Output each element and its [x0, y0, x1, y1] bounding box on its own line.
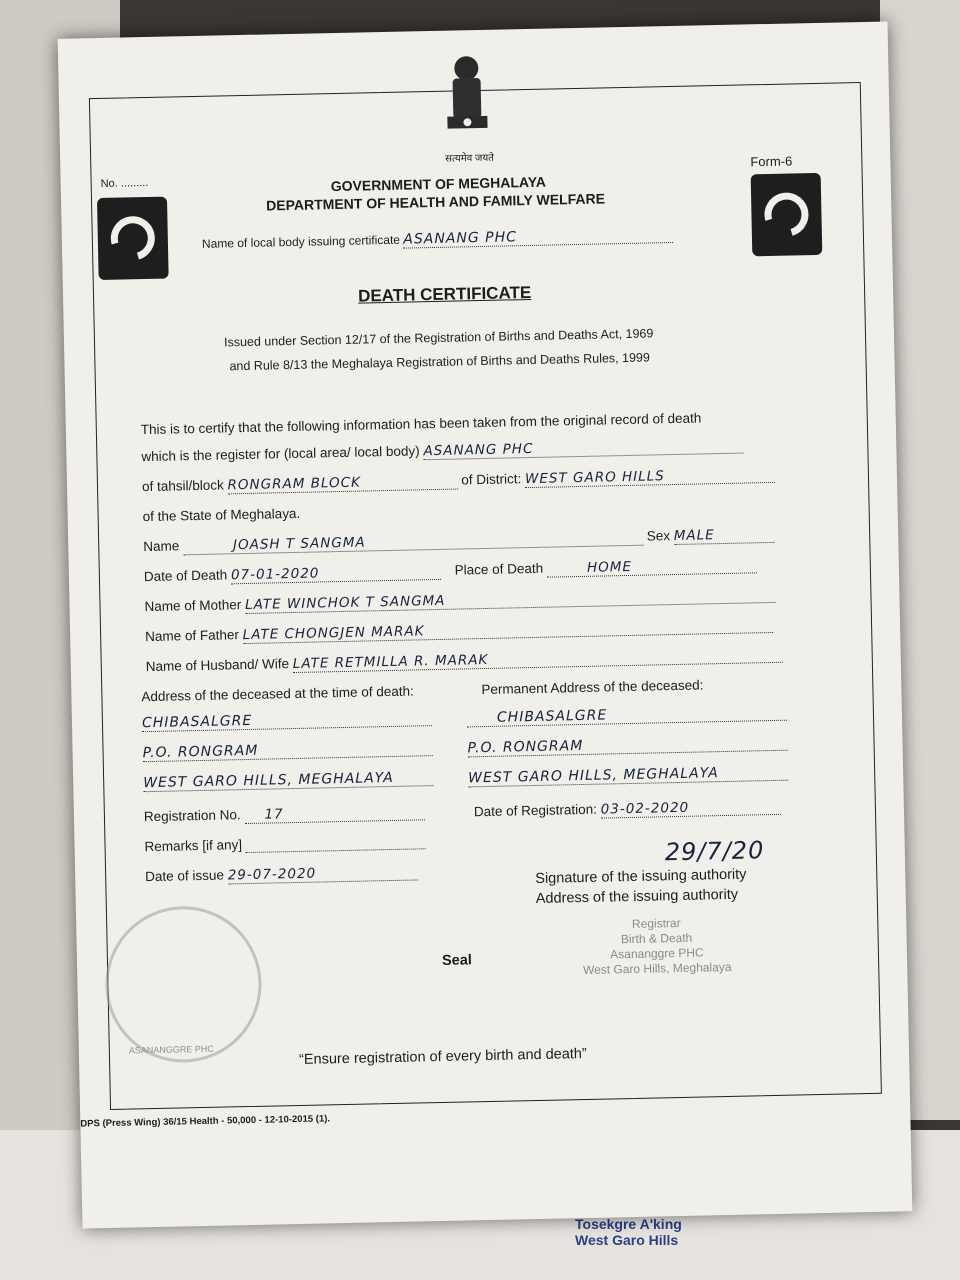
district-label: of District: — [461, 471, 522, 488]
father-label: Name of Father — [145, 627, 240, 645]
name-value: JOASH T SANGMA — [183, 529, 643, 556]
tahsil-value: RONGRAM BLOCK — [227, 473, 457, 495]
remarks-label: Remarks [if any] — [144, 837, 243, 855]
health-logo-right-icon — [751, 173, 823, 256]
permanent-address-line1: CHIBASALGRE — [467, 704, 787, 728]
permanent-address-line3: WEST GARO HILLS, MEGHALAYA — [468, 764, 788, 788]
form-label: Form-6 — [750, 153, 793, 170]
registrar-stamp-line1: Registrar — [631, 915, 681, 931]
local-body-value: ASANANG PHC — [403, 226, 673, 249]
registrar-stamp-line3: Asananggre PHC — [610, 945, 704, 962]
sex-label: Sex — [646, 528, 671, 544]
tahsil-label: of tahsil/block — [141, 477, 224, 495]
registrar-stamp — [556, 914, 757, 978]
date-of-death-value: 07-01-2020 — [231, 563, 441, 584]
government-heading: GOVERNMENT OF MEGHALAYA — [330, 173, 547, 195]
slogan: “Ensure registration of every birth and death” — [298, 1045, 587, 1068]
state-line: of the State of Meghalaya. — [142, 505, 301, 525]
health-logo-left-icon — [97, 197, 169, 280]
registration-date-value: 03-02-2020 — [601, 798, 781, 819]
sex-value: MALE — [674, 526, 774, 545]
name-label: Name — [143, 538, 180, 555]
signature-label: Signature of the issuing authority — [535, 866, 747, 887]
department-heading: DEPARTMENT OF HEALTH AND FAMILY WELFARE — [265, 190, 606, 214]
registrar-stamp-line4: West Garo Hills, Meghalaya — [582, 959, 732, 978]
father-value: LATE CHONGJEN MARAK — [243, 616, 773, 644]
death-certificate-document — [58, 21, 913, 1228]
certify-line2-label: which is the register for (local area/ local body) — [141, 443, 420, 465]
local-body-label-text: Name of local body issuing certificate — [201, 232, 401, 251]
seal-stamp-text: ASANANGGRE PHC — [128, 1043, 214, 1056]
local-area-value: ASANANG PHC — [423, 437, 743, 461]
issued-under-line1: Issued under Section 12/17 of the Registration of Births and Deaths Act, 1969 — [223, 326, 654, 350]
place-of-death-value: HOME — [547, 556, 757, 577]
no-label: No. ......... — [100, 176, 149, 190]
certify-line1: This is to certify that the following information has been taken from the original record of death — [140, 410, 702, 438]
emblem-motto: सत्यमेव जयते — [445, 152, 495, 165]
spouse-label: Name of Husband/ Wife — [145, 656, 290, 675]
signature-scribble: 29/7/20 — [664, 836, 765, 867]
bottom-stamp-line1: Tosekgre A'king — [575, 1216, 682, 1232]
district-value: WEST GARO HILLS — [525, 466, 775, 488]
national-emblem-icon — [436, 50, 498, 151]
seal-label: Seal — [441, 952, 473, 969]
registration-date-label: Date of Registration: — [473, 801, 598, 820]
certificate-title: DEATH CERTIFICATE — [357, 282, 532, 306]
footer-print-info: DPS (Press Wing) 36/15 Health - 50,000 - 12-10-2015 (1). — [80, 1113, 331, 1130]
issued-under-line2: and Rule 8/13 the Meghalaya Registration of Births and Deaths Rules, 1999 — [229, 350, 650, 374]
issuing-address-label: Address of the issuing authority — [535, 886, 739, 907]
permanent-address-label: Permanent Address of the deceased: — [481, 677, 704, 698]
issue-date-value: 29-07-2020 — [228, 863, 418, 884]
current-address-line3: WEST GARO HILLS, MEGHALAYA — [143, 769, 433, 792]
current-address-line2: P.O. RONGRAM — [142, 739, 432, 762]
current-address-line1: CHIBASALGRE — [142, 709, 432, 732]
issue-date-label: Date of issue — [145, 867, 225, 885]
mother-value: LATE WINCHOK T SANGMA — [245, 586, 775, 614]
mother-label: Name of Mother — [144, 597, 242, 615]
spouse-value: LATE RETMILLA R. MARAK — [293, 646, 783, 673]
registration-no-value: 17 — [244, 803, 424, 824]
date-of-death-label: Date of Death — [143, 567, 228, 585]
registrar-stamp-line2: Birth & Death — [620, 930, 693, 947]
bottom-stamp-line2: West Garo Hills — [575, 1232, 679, 1248]
permanent-address-line2: P.O. RONGRAM — [467, 734, 787, 758]
place-of-death-label: Place of Death — [454, 560, 544, 578]
registration-no-label: Registration No. — [143, 807, 241, 825]
current-address-label: Address of the deceased at the time of death: — [141, 683, 414, 705]
